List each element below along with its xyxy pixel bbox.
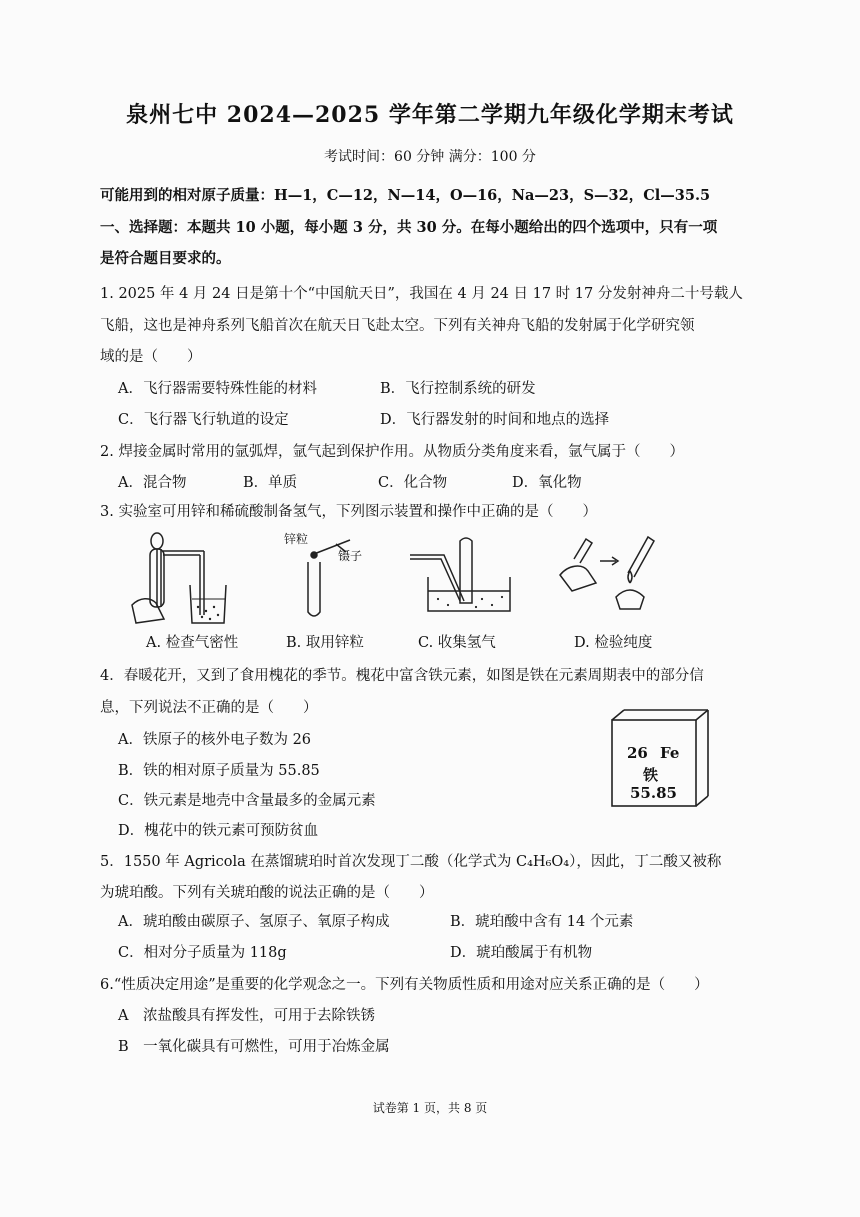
zinc-granule-figure <box>290 530 370 622</box>
page-footer: 试卷第 1 页，共 8 页 <box>372 1101 488 1115</box>
q6-option-b: B 一氧化碳具有可燃性，可用于冶炼金属 <box>118 1039 390 1055</box>
q3-option-b: B. 取用锌粒 <box>286 635 364 651</box>
q4-stem-line1: 4．春暖花开，又到了食用槐花的季节。槐花中富含铁元素，如图是铁在元素周期表中的部分信 <box>100 668 704 684</box>
q2-option-d: D．氧化物 <box>512 475 582 491</box>
q5-option-c: C．相对分子质量为 118g <box>118 945 287 961</box>
page-title: 泉州七中 2024—2025 学年第二学期九年级化学期末考试 <box>126 102 734 128</box>
iron-atomic-number: 26 <box>627 744 648 762</box>
q3-option-c: C. 收集氢气 <box>418 635 496 651</box>
exam-info: 考试时间：60 分钟 满分：100 分 <box>324 149 536 165</box>
q1-option-c: C．飞行器飞行轨道的设定 <box>118 412 289 428</box>
iron-atomic-mass: 55.85 <box>630 784 677 802</box>
iron-symbol: Fe <box>660 744 680 762</box>
q1-stem-line3: 域的是（ ） <box>100 349 202 365</box>
atomic-masses: 可能用到的相对原子质量：H—1，C—12，N—14，O—16，Na—23，S—32，Cl—35.5 <box>100 187 711 204</box>
q1-stem-line1: 1. 2025 年 4 月 24 日是第十个“中国航天日”，我国在 4 月 24 日 17 时 17 分发射神舟二十号载人 <box>100 286 743 302</box>
q4-stem-line2: 息，下列说法不正确的是（ ） <box>100 700 318 716</box>
airtightness-check-figure <box>126 527 236 627</box>
q5-option-d: D．琥珀酸属于有机物 <box>450 945 593 961</box>
q6-option-a: A 浓盐酸具有挥发性，可用于去除铁锈 <box>118 1008 375 1024</box>
q1-option-b: B．飞行控制系统的研发 <box>380 381 536 397</box>
q1-option-d: D．飞行器发射的时间和地点的选择 <box>380 412 610 428</box>
zinc-label: 锌粒 <box>284 532 309 546</box>
tweezers-label: 镊子 <box>338 549 363 563</box>
q6-stem: 6.“性质决定用途”是重要的化学观念之一。下列有关物质性质和用途对应关系正确的是（ ） <box>100 977 709 993</box>
iron-name: 铁 <box>643 766 659 784</box>
q4-option-d: D．槐花中的铁元素可预防贫血 <box>118 823 319 839</box>
q3-stem: 3. 实验室可用锌和稀硫酸制备氢气，下列图示装置和操作中正确的是（ ） <box>100 504 597 520</box>
q3-option-d: D. 检验纯度 <box>574 635 653 651</box>
section-heading-line2: 是符合题目要求的。 <box>100 250 231 267</box>
q5-stem-line1: 5．1550 年 Agricola 在蒸馏琥珀时首次发现丁二酸（化学式为 C₄H₆O₄），因此，丁二酸又被称 <box>100 854 722 870</box>
q4-option-a: A．铁原子的核外电子数为 26 <box>118 732 312 748</box>
q4-option-c: C．铁元素是地壳中含量最多的金属元素 <box>118 793 376 809</box>
q1-stem-line2: 飞船，这也是神舟系列飞船首次在航天日飞赴太空。下列有关神舟飞船的发射属于化学研究领 <box>100 318 695 334</box>
collect-hydrogen-figure <box>406 533 516 615</box>
q5-stem-line2: 为琥珀酸。下列有关琥珀酸的说法正确的是（ ） <box>100 885 434 901</box>
purity-test-figure <box>552 533 662 615</box>
section-heading-line1: 一、选择题：本题共 10 小题，每小题 3 分，共 30 分。在每小题给出的四个选项中，只有一项 <box>100 219 718 236</box>
q2-stem: 2. 焊接金属时常用的氩弧焊，氩气起到保护作用。从物质分类角度来看，氩气属于（ ） <box>100 444 684 460</box>
q5-option-b: B．琥珀酸中含有 14 个元素 <box>450 914 634 930</box>
q2-option-a: A．混合物 <box>118 475 187 491</box>
q2-option-b: B．单质 <box>243 475 298 491</box>
q2-option-c: C．化合物 <box>378 475 448 491</box>
q4-option-b: B．铁的相对原子质量为 55.85 <box>118 763 320 779</box>
q3-option-a: A. 检查气密性 <box>146 635 239 651</box>
q5-option-a: A．琥珀酸由碳原子、氢原子、氧原子构成 <box>118 914 390 930</box>
q1-option-a: A．飞行器需要特殊性能的材料 <box>118 381 317 397</box>
